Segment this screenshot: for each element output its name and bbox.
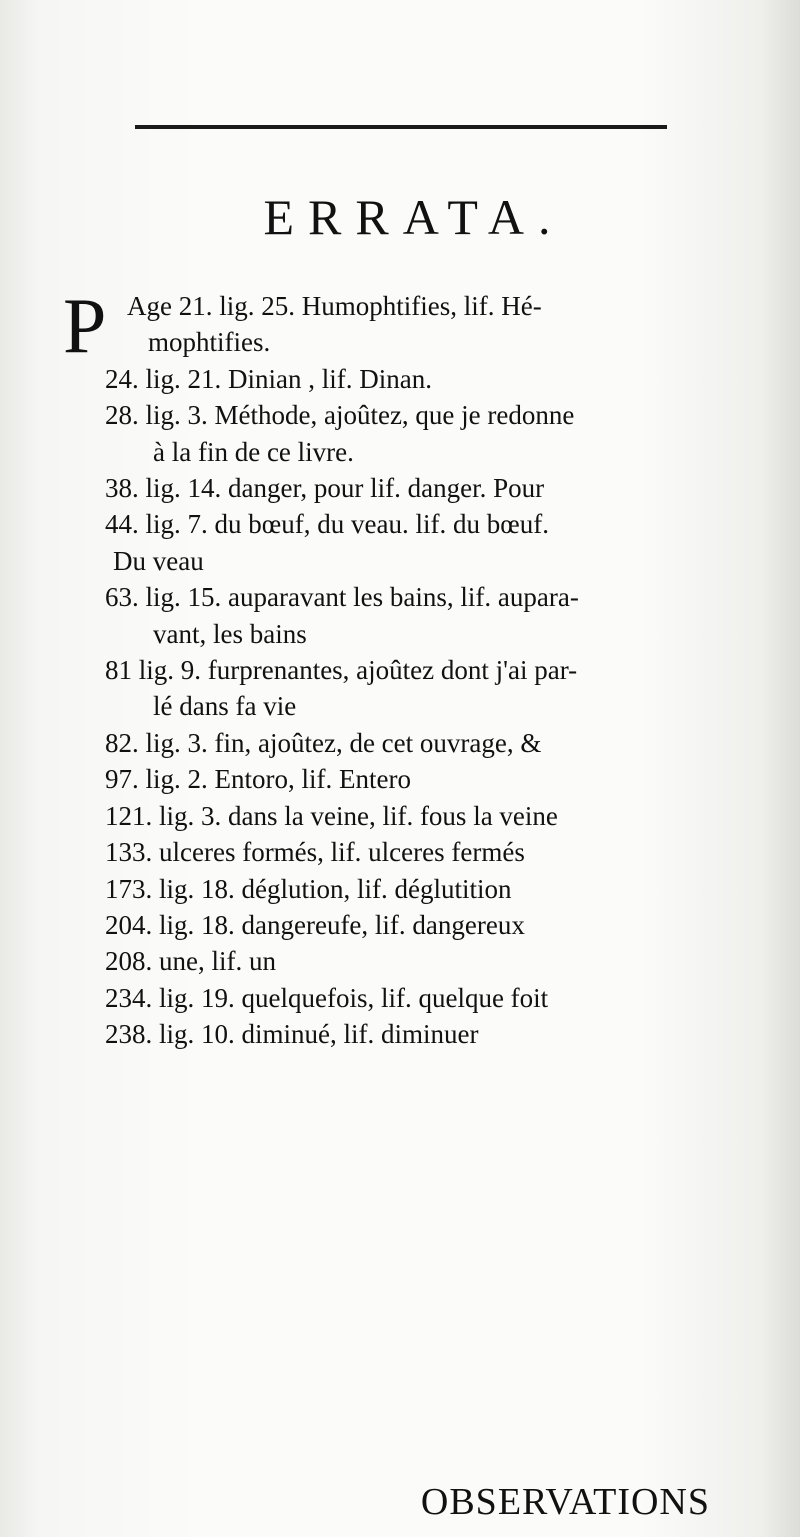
catchword: OBSERVATIONS: [420, 1481, 710, 1523]
errata-entry: Age 21. lig. 25. Humophtifies, lif. Hé-: [127, 291, 542, 321]
errata-entry: 24. lig. 21. Dinian , lif. Dinan.: [105, 363, 432, 394]
page-title: ERRATA.: [263, 189, 565, 245]
errata-entry: 238. lig. 10. diminué, lif. diminuer: [105, 1019, 479, 1050]
errata-entry: 28. lig. 3. Méthode, ajoûtez, que je redonne: [105, 400, 575, 431]
errata-entry-continuation: à la fin de ce livre.: [153, 436, 354, 467]
errata-entry: 81 lig. 9. furprenantes, ajoûtez dont j'ai par-: [105, 655, 578, 686]
errata-entry: 173. lig. 18. déglution, lif. déglutition: [105, 873, 512, 904]
errata-entry: 121. lig. 3. dans la veine, lif. fous la veine: [105, 800, 558, 831]
drop-cap: P: [63, 282, 107, 369]
errata-entry-continuation: Du veau: [113, 545, 204, 576]
errata-entry: 208. une, lif. un: [105, 946, 276, 977]
errata-entry: 234. lig. 19. quelquefois, lif. quelque foit: [105, 982, 549, 1013]
errata-entry: 38. lig. 14. danger, pour lif. danger. Pour: [105, 473, 545, 504]
errata-list: [105, 288, 725, 1053]
errata-entry: 63. lig. 15. auparavant les bains, lif. aupara-: [105, 582, 579, 613]
errata-entry: 204. lig. 18. dangereufe, lif. dangereux: [105, 909, 525, 940]
errata-entry: 133. ulceres formés, lif. ulceres fermés: [105, 837, 525, 868]
errata-entry-continuation: vant, les bains: [153, 618, 307, 649]
errata-entry-continuation: lé dans fa vie: [153, 691, 297, 722]
errata-entry: 97. lig. 2. Entoro, lif. Entero: [105, 764, 411, 795]
errata-entry: 44. lig. 7. du bœuf, du veau. lif. du bœuf.: [105, 509, 549, 540]
errata-entry: 82. lig. 3. fin, ajoûtez, de cet ouvrage, &: [105, 727, 542, 758]
errata-entry-continuation: mophtifies.: [148, 327, 271, 358]
header-rule: [135, 125, 667, 129]
